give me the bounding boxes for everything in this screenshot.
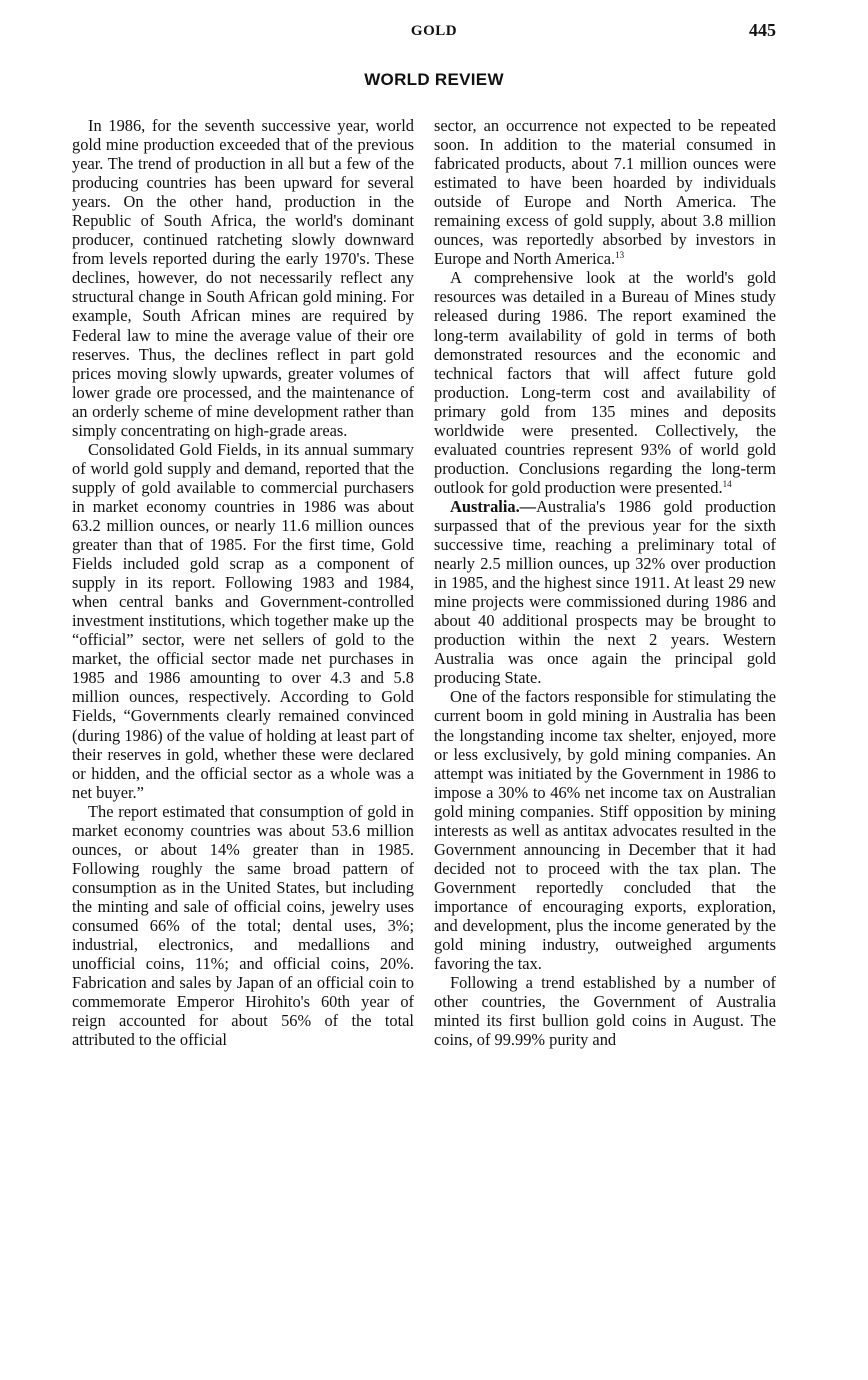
paragraph-consumption: The report estimated that consumption of gold in market economy countries was about 53.6 million ounces, or about 14% greater than in 1985. Following roughly the same broad pattern of consumption as in the United States, but including the minting and sale of official coins, jewelry uses consumed 66% of the total; dental uses, 3%; industrial, electronics, and medallions and unofficial coins, 11%; and official coins, 20%. Fabrication and sales by Japan of an official coin to commemorate Emperor Hirohito's 60th year of reign accounted for about 56% of the total attributed to the official — [72, 801, 414, 1050]
running-title: GOLD — [410, 23, 458, 39]
right-column — [434, 116, 776, 1049]
paragraph-world-production: In 1986, for the seventh successive year, world gold mine production exceeded that of the previous year. The trend of production in all but a few of the producing countries has been upward for several years. On the other hand, production in the Republic of South Africa, the world's dominant producer, continued ratcheting slowly downward from levels reported during the early 1970's. These declines, however, do not necessarily reflect any structural change in South African gold mining. For example, South African mines are required by Federal law to mine the average value of their ore reserves. Thus, the declines reflect in part gold prices moving slowly upwards, greater volumes of lower grade ore processed, and the maintenance of an orderly scheme of mine development rather than simply concentrating on high-grade areas. — [72, 116, 414, 440]
paragraph-official-sector-continued — [434, 116, 776, 268]
paragraph-tax-shelter: One of the factors responsible for stimulating the current boom in gold mining in Australia has been the longstanding income tax shelter, enjoyed, more or less exclusively, by gold mining companies. An attempt was initiated by the Government in 1986 to impose a 30% to 46% net income tax on Australian gold mining companies. Stiff opposition by mining interests as well as antitax advocates resulted in the Government announcing in December that it had decided not to proceed with the tax plan. The Government reportedly concluded that the importance of encouraging exports, exploration, and development, plus the income generated by the gold mining industry, outweighed arguments favoring the tax. — [434, 687, 776, 974]
paragraph-text: Australia's 1986 gold production surpassed that of the previous year for the sixth successive time, reaching a preliminary total of nearly 2.5 million ounces, up 32% over production in 1985, and the highest since 1911. At least 29 new mine projects were commissioned during 1986 and about 40 additional prospects may be brought to production within the next 2 years. Western Australia was once again the principal gold producing State. — [434, 496, 776, 688]
paragraph-resources-study — [434, 268, 776, 497]
footnote-ref-14: 14 — [722, 478, 732, 489]
page-number: 445 — [749, 20, 776, 40]
paragraph-text: A comprehensive look at the world's gold resources was detailed in a Bureau of Mines study released during 1986. The report examined the long-term availability of gold in terms of both demonstrated resources and the economic and technical factors that will affect future gold production. Long-term cost and availability of primary gold from 135 mines and deposits worldwide were presented. Collectively, the evaluated countries represent 93% of world gold production. Conclusions regarding the long-term outlook for gold production were presented. — [434, 268, 776, 497]
paragraph-gold-fields-supply: Consolidated Gold Fields, in its annual summary of world gold supply and demand, reported that the supply of gold available to commercial purchasers in market economy countries in 1986 was about 63.2 million ounces, or nearly 11.6 million ounces greater than that of 1985. For the first time, Gold Fields included gold scrap as a component of supply in its report. Following 1983 and 1984, when central banks and Government-controlled investment institutions, which together make up the “official” sector, were net sellers of gold to the market, the official sector made net purchases in 1985 and 1986 amounting to over 4.3 and 5.8 million ounces, respectively. According to Gold Fields, “Governments clearly remained convinced (during 1986) of the value of holding at least part of their reserves in gold, whether these were declared or hidden, and the official sector as a whole was a net buyer.” — [72, 439, 414, 802]
paragraph-australia — [434, 497, 776, 687]
left-column — [72, 116, 414, 1049]
paragraph-text: sector, an occurrence not expected to be repeated soon. In addition to the material consumed in fabricated products, about 7.1 million ounces were estimated to have been hoarded by individuals outside of Europe and North America. The remaining excess of gold supply, about 3.8 million ounces, was reportedly absorbed by investors in Europe and North America. — [434, 116, 776, 269]
section-title: WORLD REVIEW — [364, 70, 504, 89]
footnote-ref-13: 13 — [615, 250, 625, 261]
australia-heading: Australia.— — [450, 496, 537, 516]
running-header — [0, 20, 868, 44]
paragraph-bullion-coins: Following a trend established by a number of other countries, the Government of Australia minted its first bullion gold coins in August. The coins, of 99.99% purity and — [434, 973, 776, 1050]
